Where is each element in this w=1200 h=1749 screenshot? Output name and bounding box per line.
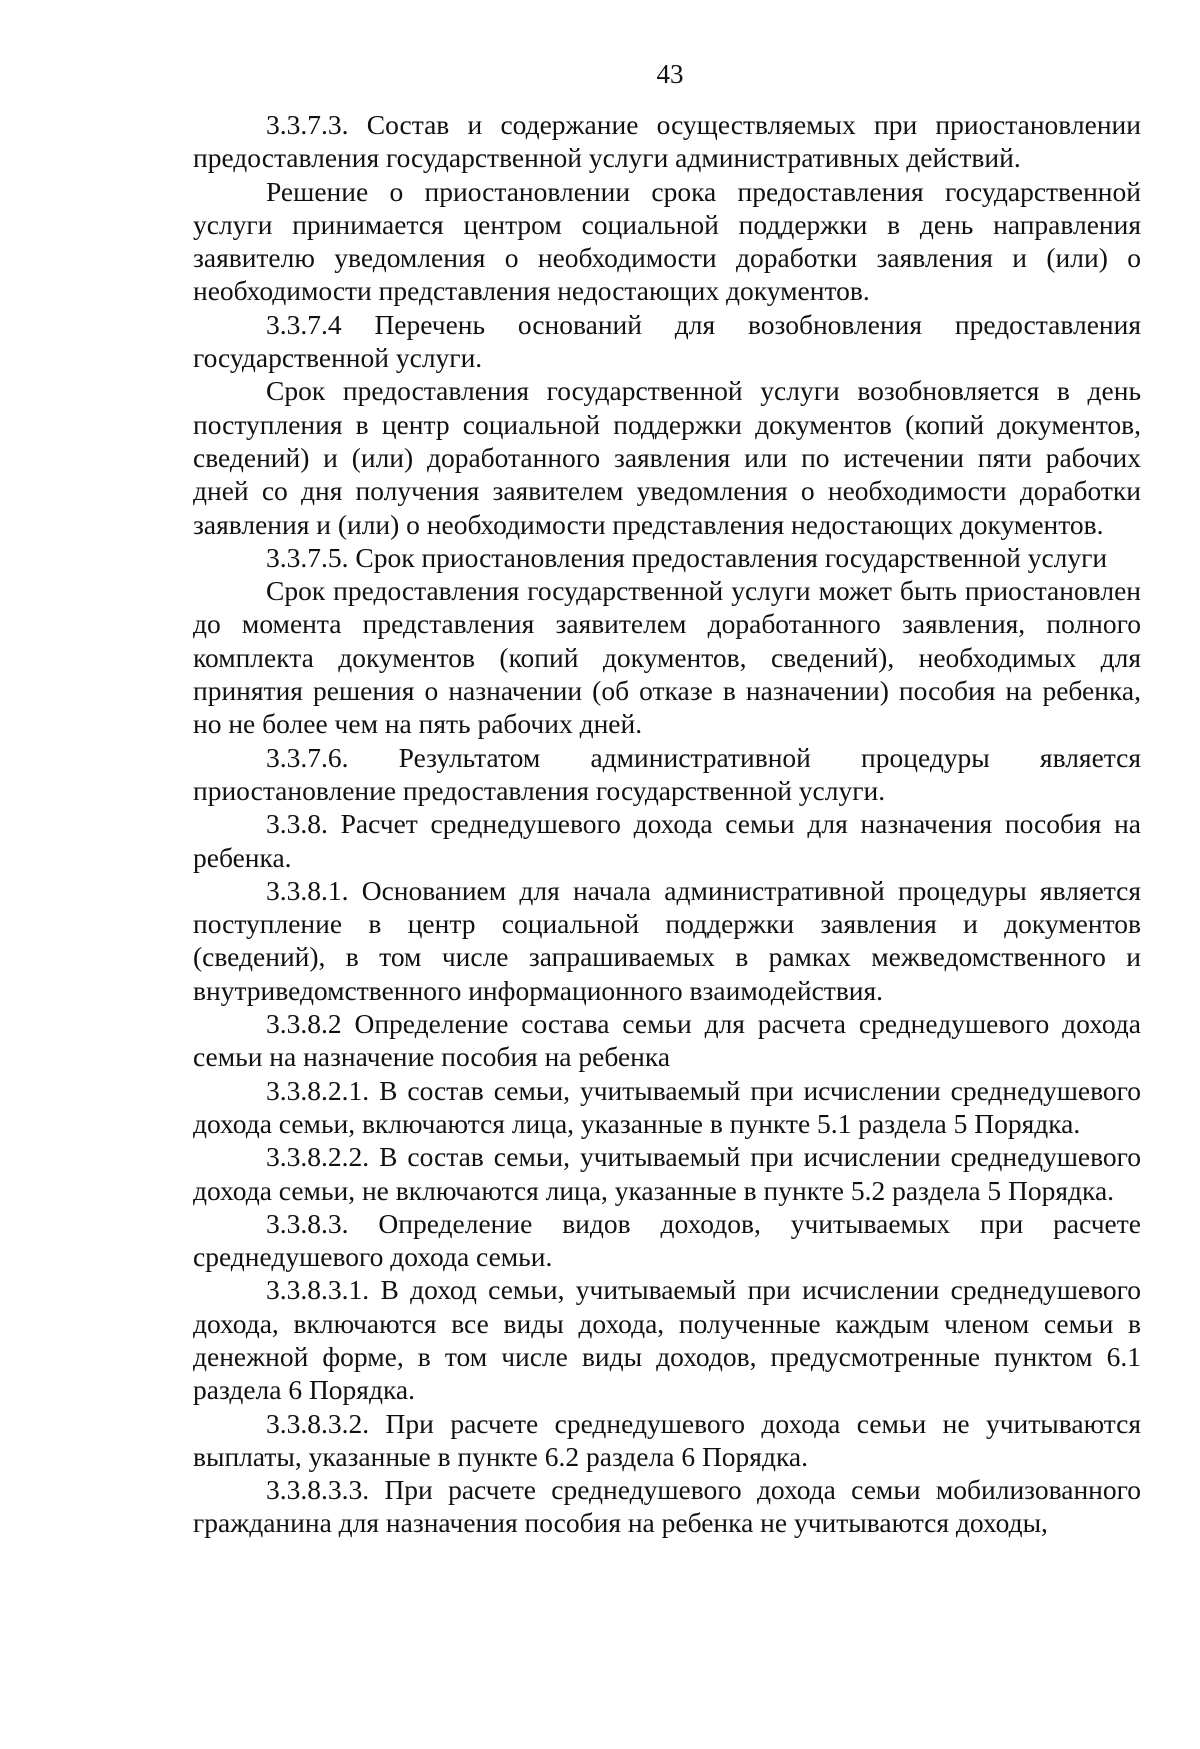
paragraph-3-3-8: 3.3.8. Расчет среднедушевого дохода семьи для назначения пособия на ребенка.	[193, 808, 1141, 873]
paragraph-3-3-8-2: 3.3.8.2 Определение состава семьи для расчета среднедушевого дохода семьи на назначение пособия на ребенка	[193, 1008, 1141, 1073]
paragraph-3-3-8-3-3: 3.3.8.3.3. При расчете среднедушевого дохода семьи мобилизованного гражданина для назначения пособия на ребенка не учитываются доходы,	[193, 1474, 1141, 1539]
paragraph-3-3-8-1: 3.3.8.1. Основанием для начала административной процедуры является поступление в центр социальной поддержки заявления и документов (сведений), в том числе запрашиваемых в рамках межведомственного и внутриведомственного информационного взаимодействия.	[193, 874, 1141, 1006]
paragraph-suspension-decision: Решение о приостановлении срока предоставления государственной услуги принимается центром социальной поддержки в день направления заявителю уведомления о необходимости доработки заявления и (или) о необходимости представления недостающих документов.	[193, 175, 1141, 307]
document-body	[193, 108, 1141, 1540]
paragraph-3-3-8-2-1: 3.3.8.2.1. В состав семьи, учитываемый при исчислении среднедушевого дохода семьи, включаются лица, указанные в пункте 5.1 раздела 5 Порядка.	[193, 1074, 1141, 1139]
paragraph-3-3-7-5: 3.3.7.5. Срок приостановления предоставления государственной услуги	[266, 541, 1108, 573]
paragraph-3-3-8-2-2: 3.3.8.2.2. В состав семьи, учитываемый при исчислении среднедушевого дохода семьи, не включаются лица, указанные в пункте 5.2 раздела 5 Порядка.	[193, 1141, 1141, 1206]
page-number: 43	[656, 59, 684, 89]
paragraph-suspension-term: Срок предоставления государственной услуги может быть приостановлен до момента представления заявителем доработанного заявления, полного комплекта документов (копий документов, сведений), необходимых для принятия решения о назначении (об отказе в назначении) пособия на ребенка, но не более чем на пять рабочих дней.	[193, 575, 1141, 740]
paragraph-3-3-8-3-2: 3.3.8.3.2. При расчете среднедушевого дохода семьи не учитываются выплаты, указанные в пункте 6.2 раздела 6 Порядка.	[193, 1407, 1141, 1472]
paragraph-renewal-term: Срок предоставления государственной услуги возобновляется в день поступления в центр социальной поддержки документов (копий документов, сведений) и (или) доработанного заявления или по истечении пяти рабочих дней со дня получения заявителем уведомления о необходимости доработки заявления и (или) о необходимости представления недостающих документов.	[193, 375, 1141, 540]
paragraph-3-3-7-3: 3.3.7.3. Состав и содержание осуществляемых при приостановлении предоставления государственной услуги административных действий.	[193, 109, 1141, 174]
paragraph-3-3-7-4: 3.3.7.4 Перечень оснований для возобновления предоставления государственной услуги.	[193, 308, 1141, 374]
paragraph-3-3-8-3-1: 3.3.8.3.1. В доход семьи, учитываемый при исчислении среднедушевого дохода, включаются все виды дохода, полученные каждым членом семьи в денежной форме, в том числе виды доходов, предусмотренные пунктом 6.1 раздела 6 Порядка.	[193, 1274, 1141, 1406]
paragraph-3-3-8-3: 3.3.8.3. Определение видов доходов, учитываемых при расчете среднедушевого дохода семьи.	[193, 1207, 1141, 1273]
paragraph-3-3-7-6: 3.3.7.6. Результатом административной процедуры является приостановление предоставления государственной услуги.	[193, 741, 1141, 806]
